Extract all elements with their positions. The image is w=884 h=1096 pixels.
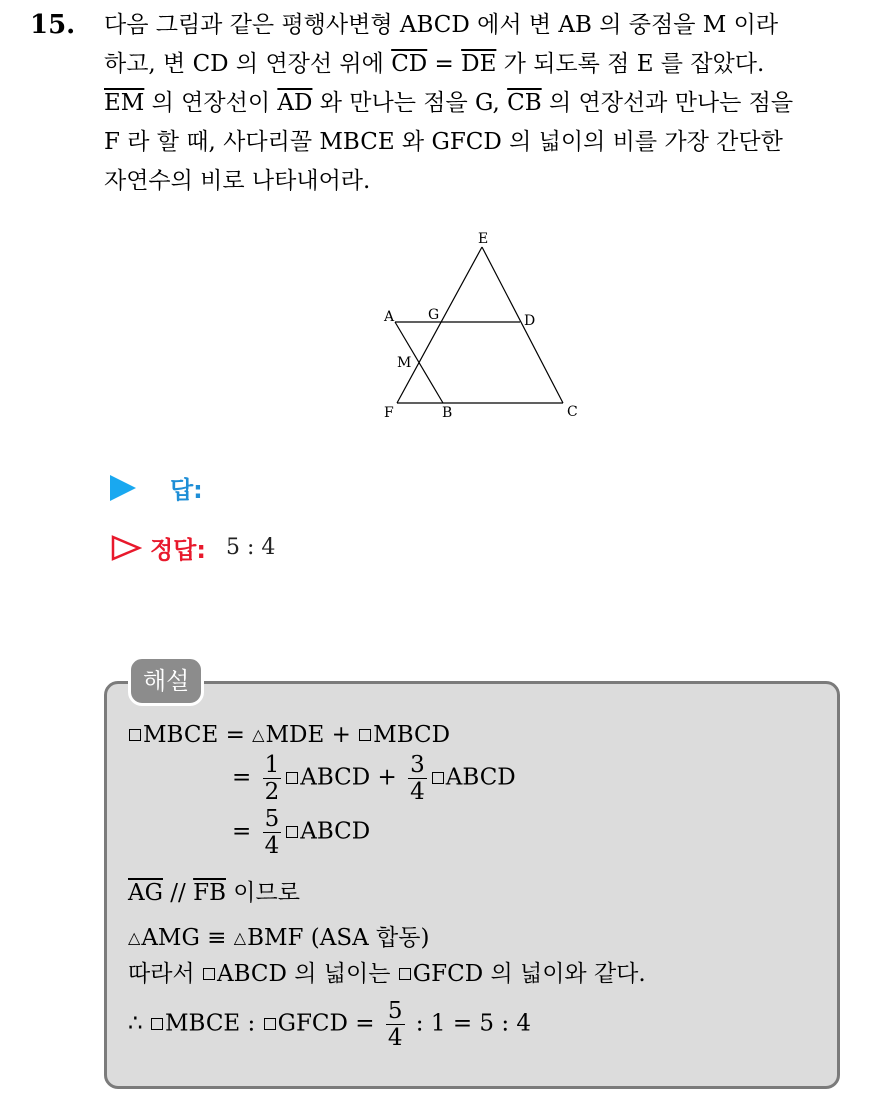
correct-answer-value: 5 : 4: [225, 535, 276, 560]
question-line-3: $\overline{EM}$ 의 연장선이 $\overline{AD}$ 와 만나는 점을 G, $\overline{CB}$ 의 연장선과 만나는 점을: [104, 90, 794, 116]
triangle-icon: △: [128, 928, 141, 947]
label-g: G: [428, 307, 440, 323]
segment-ef-line: [397, 247, 482, 403]
label-c: C: [567, 404, 578, 420]
label-d: D: [524, 313, 536, 329]
fraction: $\frac{5}{4}$: [387, 998, 403, 1051]
answer-row: [110, 470, 203, 505]
label-b: B: [442, 405, 453, 421]
quadrilateral-icon: [286, 772, 298, 784]
quadrilateral-icon: [432, 772, 444, 784]
solution-line-4: $\overline{AG} // \overline{FB}$ 이므로: [128, 880, 300, 906]
correct-answer-row: [110, 530, 275, 565]
play-outline-icon: [110, 534, 142, 562]
label-m: M: [397, 355, 412, 371]
fraction: $\frac{5}{4}$: [264, 806, 280, 859]
answer-label: 답:: [170, 476, 203, 504]
question-line-1: 다음 그림과 같은 평행사변형 ABCD 에서 변 AB 의 중점을 M 이라: [104, 12, 779, 38]
play-filled-icon: [110, 475, 136, 501]
quadrilateral-icon: [151, 1018, 163, 1030]
quadrilateral-icon: [286, 826, 298, 838]
label-e: E: [478, 231, 489, 247]
solution-line-5: △AMG ≡ △BMF (ASA 합동): [128, 925, 430, 951]
solution-line-1: MBCE = △MDE + MBCD: [128, 722, 450, 748]
question-line-2: 하고, 변 CD 의 연장선 위에 $\overline{CD} = \overline{DE}$ 가 되도록 점 E 를 잡았다.: [104, 51, 765, 77]
triangle-icon: △: [252, 725, 265, 744]
segment-cb: $\overline{CB}$: [507, 90, 542, 116]
triangle-icon: △: [233, 928, 247, 947]
correct-answer-label: 정답:: [150, 536, 206, 564]
segment-de: $\overline{DE}$: [461, 51, 497, 77]
segment-em: $\overline{EM}$: [104, 90, 145, 116]
question-number: 15.: [30, 10, 76, 40]
geometry-figure: [370, 225, 590, 425]
solution-line-7: ∴ MBCE : GFCD = $\frac{5}{4}$ : 1 = 5 : 4: [128, 998, 532, 1051]
quadrilateral-icon: [264, 1018, 276, 1030]
label-a: A: [384, 309, 395, 325]
quadrilateral-icon: [359, 729, 371, 741]
question-text: [104, 6, 864, 201]
question-line-4: F 라 할 때, 사다리꼴 MBCE 와 GFCD 의 넓이의 비를 가장 간단한: [104, 129, 783, 155]
solution-line-2: = $\frac{1}{2}$ ABCD + $\frac{3}{4}$ ABCD: [232, 752, 516, 805]
quadrilateral-icon: [399, 968, 411, 980]
quadrilateral-icon: [203, 968, 215, 980]
fraction: $\frac{3}{4}$: [410, 752, 425, 805]
segment-cd: $\overline{CD}$: [391, 51, 428, 77]
solution-tag: 해설: [128, 656, 204, 706]
solution-line-6: 따라서 ABCD 의 넓이는 GFCD 의 넓이와 같다.: [128, 961, 646, 987]
solution-line-3: = $\frac{5}{4}$ ABCD: [232, 806, 371, 859]
quadrilateral-icon: [129, 729, 141, 741]
segment-ad: $\overline{AD}$: [277, 90, 313, 116]
segment-ec-line: [482, 247, 563, 403]
label-f: F: [384, 405, 394, 421]
fraction: $\frac{1}{2}$: [264, 752, 280, 805]
question-line-5: 자연수의 비로 나타내어라.: [104, 168, 371, 194]
